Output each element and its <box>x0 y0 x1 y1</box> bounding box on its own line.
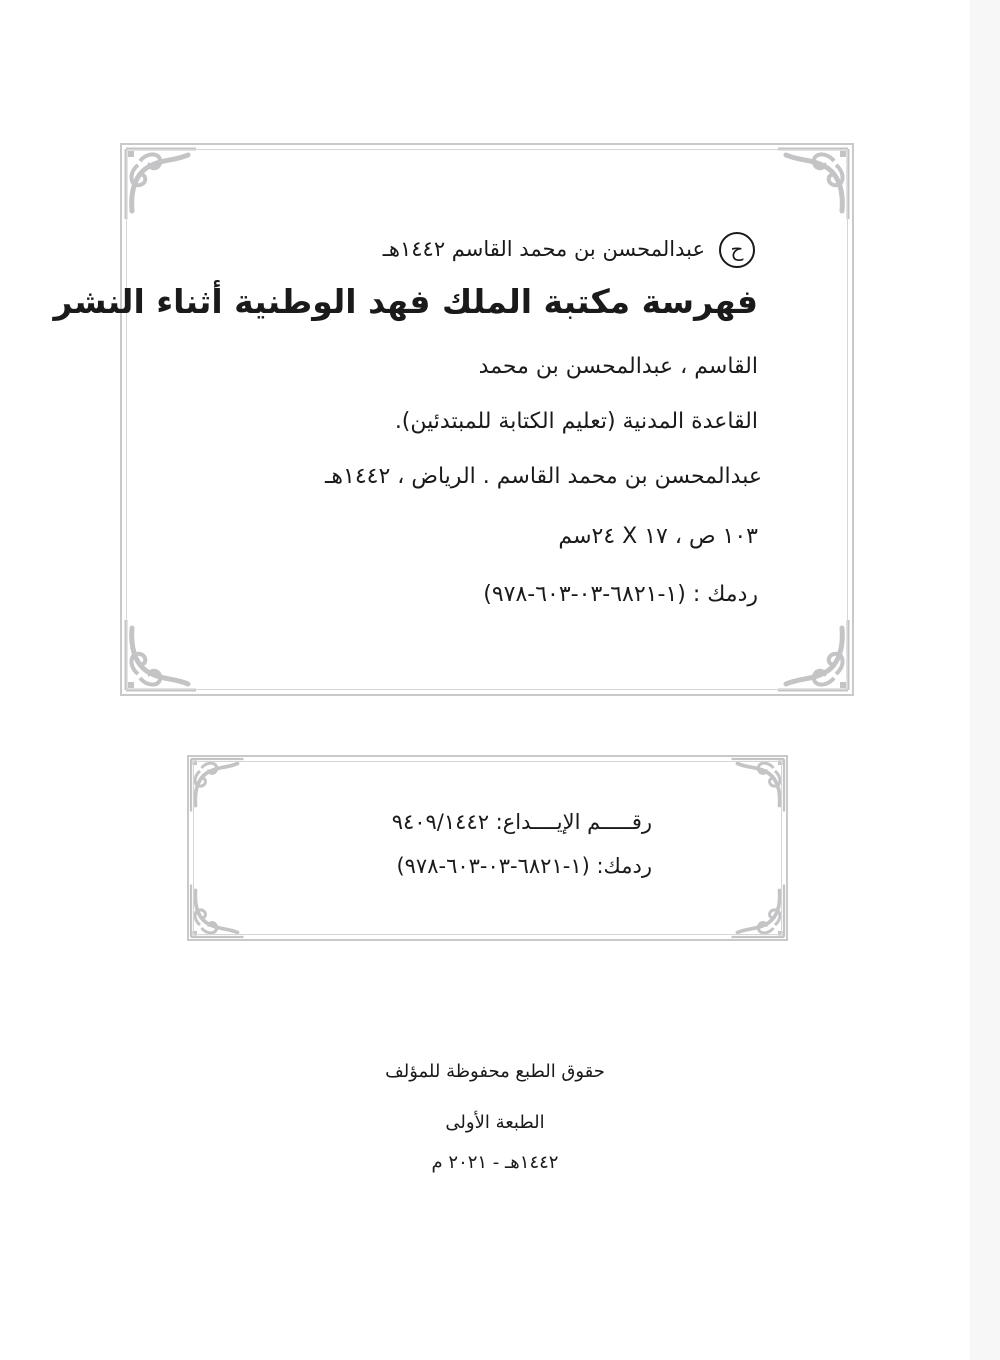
cip-publication: عبدالمحسن بن محمد القاسم . الرياض ، ١٤٤٢هـ <box>324 464 762 489</box>
cip-extent: ١٠٣ ص ، ١٧ X ٢٤سم <box>558 524 758 549</box>
copyright-symbol: ح <box>719 232 755 268</box>
deposit-number: رقـــــم الإيــــداع: ٩٤٠٩/١٤٤٢ <box>391 810 652 834</box>
edition: الطبعة الأولى <box>445 1112 545 1133</box>
cip-author: القاسم ، عبدالمحسن بن محمد <box>478 354 758 379</box>
deposit-frame <box>187 755 788 941</box>
rights-notice: حقوق الطبع محفوظة للمؤلف <box>385 1061 605 1082</box>
corner-ornament-icon <box>776 618 856 698</box>
cip-title: فهرسة مكتبة الملك فهد الوطنية أثناء النشر <box>53 282 758 321</box>
copyright-line <box>383 232 755 268</box>
corner-ornament-icon <box>185 753 245 813</box>
corner-ornament-icon <box>118 141 198 221</box>
corner-ornament-icon <box>118 618 198 698</box>
corner-ornament-icon <box>776 141 856 221</box>
copyright-text: عبدالمحسن بن محمد القاسم ١٤٤٢هـ <box>382 237 705 261</box>
corner-ornament-icon <box>185 883 245 943</box>
cip-book-title: القاعدة المدنية (تعليم الكتابة للمبتدئين). <box>394 409 758 434</box>
deposit-isbn: ردمك: (١-٦٨٢١-٠٣-٦٠٣-٩٧٨) <box>396 854 652 878</box>
corner-ornament-icon <box>730 883 790 943</box>
corner-ornament-icon <box>730 753 790 813</box>
edition-date: ١٤٤٢هـ - ٢٠٢١ م <box>431 1152 559 1173</box>
cip-isbn: ردمك : (١-٦٨٢١-٠٣-٦٠٣-٩٧٨) <box>483 582 758 607</box>
